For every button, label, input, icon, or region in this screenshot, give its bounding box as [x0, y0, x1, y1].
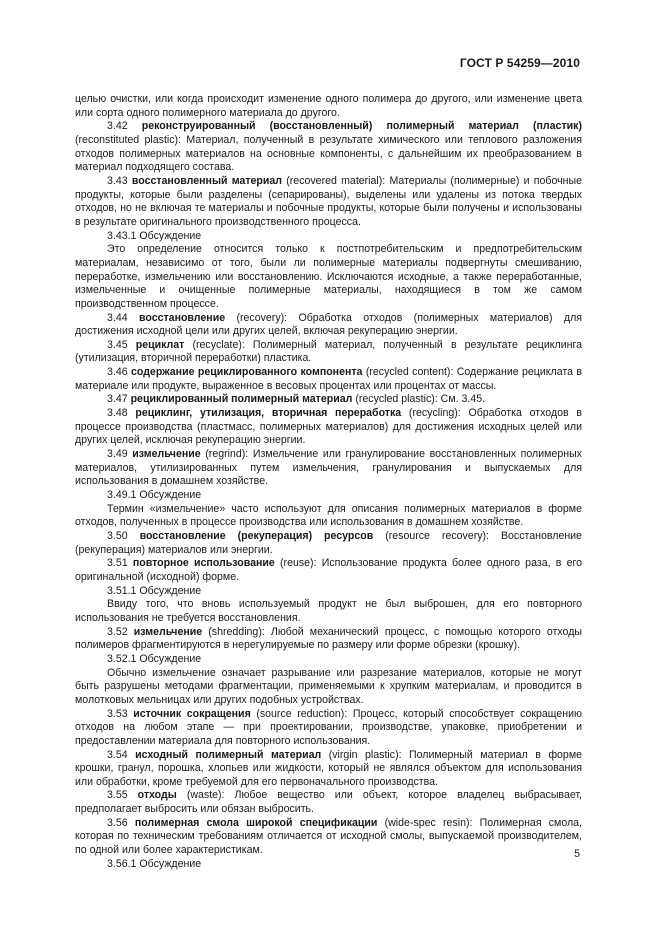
term: рециклированный полимерный материал	[130, 393, 353, 406]
paragraph-text: (virgin plastic): Полимерный материал в форме крошки, гранул, порошка, хлопьев или жидкости, который не являлся объектом для использования или обработки, кроме требуемой для его первоначального производства.	[75, 748, 583, 788]
clause-number: 3.44	[107, 311, 128, 324]
paragraph	[75, 93, 582, 120]
paragraph-text: (resource recovery): Восстановление (рекуперация) материалов или энергии.	[75, 530, 582, 556]
clause-number: 3.54	[107, 748, 128, 761]
clause-number: 3.49.1	[107, 489, 137, 502]
paragraph-text: Термин «измельчение» часто используют для описания полимерных материалов в форме отходов, полученных в процессе производства или использования в домашнем хозяйстве.	[75, 502, 582, 529]
paragraph	[75, 653, 582, 667]
paragraph	[75, 407, 582, 448]
term: восстановление	[139, 311, 226, 324]
term: содержание рециклированного компонента	[130, 366, 363, 379]
paragraph	[75, 393, 582, 407]
document-body	[75, 93, 582, 871]
paragraph-text: (recycled content): Содержание рециклата в материале или продукте, выраженное в весовых процентах или процентах от массы.	[75, 366, 582, 392]
paragraph-text: (wide-spec resin): Полимерная смола, которая по техническим требованиям отличается от исходной смолы, выпускаемой производителем, по одной или более характеристикам.	[75, 816, 582, 857]
paragraph	[75, 626, 582, 653]
paragraph	[75, 858, 582, 872]
paragraph-text: Ввиду того, что вновь используемый продукт не был выброшен, для его повторного использования не требуется восстановления.	[75, 598, 582, 624]
paragraph-text: (source reduction): Процесс, который способствует сокращению отходов на любом этапе — при проектировании, производстве, упаковке, приобретении и предоставлении материала для повторного использования.	[75, 707, 582, 747]
term: реконструированный (восстановленный) полимерный материал (пластик)	[141, 120, 582, 133]
clause-number: 3.47	[107, 393, 128, 406]
term: исходный полимерный материал	[135, 748, 322, 761]
clause-number: 3.50	[107, 530, 128, 542]
paragraph	[75, 120, 582, 175]
paragraph	[75, 489, 582, 503]
paragraph-text: Это определение относится только к постпотребительским и предпотребительским материалам, независимо от того, были ли полимерные материалы подвергнуты смешиванию, переработке, измельчению или восстановлению. Исключаются исходные, а также переработанные, измельченные и очищенные полимерные материалы, находящиеся в том же самом производственном процессе.	[75, 243, 582, 310]
clause-number: 3.46	[107, 366, 128, 379]
paragraph	[75, 708, 582, 749]
clause-number: 3.53	[107, 707, 128, 720]
clause-number: 3.49	[107, 448, 128, 461]
clause-number: 3.42	[107, 120, 128, 133]
paragraph	[75, 789, 582, 816]
paragraph-text: целью очистки, или когда происходит изменение одного полимера до другого, или изменение цвета или сорта одного полимерного материала до другого.	[75, 93, 582, 119]
paragraph-text: (waste): Любое вещество или объект, которое владелец выбрасывает, предполагает выбросить или обязан выбросить.	[75, 789, 582, 816]
paragraph-text: (recyclate): Полимерный материал, полученный в результате рециклинга (утилизация, вторичной переработки) пластика.	[75, 338, 582, 365]
paragraph-text: (recovered material): Материалы (полимерные) и побочные продукты, которые были разделены (сепарированы), выделены или удалены из потока твердых отходов, но не включая те материалы и побочные продукты, которые были получены и использованы в результате оригинального производственного процесса.	[75, 174, 582, 228]
standard-header: ГОСТ Р 54259—2010	[459, 56, 580, 70]
clause-number: 3.52	[107, 625, 128, 638]
term: повторное использование	[132, 557, 275, 570]
paragraph	[75, 366, 582, 393]
clause-number: 3.52.1	[107, 652, 137, 665]
paragraph-text: Обсуждение	[139, 652, 202, 665]
clause-number: 3.43.1	[107, 229, 137, 242]
paragraph-text: Обсуждение	[139, 584, 202, 597]
term: полимерная смола широкой спецификации	[134, 816, 378, 829]
paragraph	[75, 667, 582, 708]
clause-number: 3.45	[107, 338, 128, 351]
paragraph-text: (regrind): Измельчение или гранулирование восстановленных полимерных материалов, утилизированных путем измельчения, гранулирования и выпускаемых для использования в домашнем хозяйстве.	[75, 448, 582, 488]
paragraph-text: Обычно измельчение означает разрывание или разрезание материалов, которые не могут быть разрушены методами фрагментации, применяемыми к хрупким материалам, и проводится в молотковых мельницах или других подобных устройствах.	[75, 666, 582, 706]
paragraph	[75, 312, 582, 339]
clause-number: 3.43	[107, 174, 128, 187]
clause-number: 3.51	[107, 557, 128, 570]
paragraph	[75, 817, 582, 858]
paragraph	[75, 448, 582, 489]
paragraph	[75, 339, 582, 366]
paragraph	[75, 598, 582, 625]
paragraph-text: (reuse): Использование продукта более одного раза, в его оригинальной (исходной) форме.	[75, 557, 582, 583]
term: восстановленный материал	[131, 174, 283, 187]
term: рециклат	[135, 338, 185, 351]
term: измельчение	[132, 448, 201, 461]
paragraph-text: Обсуждение	[139, 489, 202, 502]
paragraph-text: (reconstituted plastic): Материал, полученный в результате химического или теплового разложения отходов полимерных материалов на основные компоненты, с дальнейшим их преобразованием в материал подходящего состава.	[75, 133, 582, 174]
paragraph-text: (shredding): Любой механический процесс, с помощью которого отходы полимеров фрагментируются в нерегулируемые по размеру или форме обрезки (крошку).	[75, 625, 582, 652]
paragraph-text: (recycling): Обработка отходов в процессе производства (пластмасс, полимерных материалов) для достижения исходных целей или других целей, исключая рекуперацию энергии.	[75, 407, 582, 447]
page-number: 5	[574, 848, 580, 860]
paragraph-text: Обсуждение	[139, 229, 202, 242]
paragraph	[75, 557, 582, 584]
clause-number: 3.56.1	[107, 857, 137, 870]
paragraph-text: (recovery): Обработка отходов (полимерных материалов) для достижения исходной цели или других целей, включая рекуперацию энергии.	[75, 311, 582, 338]
term: рециклинг, утилизация, вторичная переработка	[135, 407, 402, 420]
paragraph	[75, 230, 582, 244]
term: измельчение	[133, 625, 203, 638]
term: восстановление (рекуперация) ресурсов	[139, 530, 374, 542]
clause-number: 3.48	[107, 407, 128, 420]
term: источник сокращения	[133, 707, 251, 720]
clause-number: 3.56	[107, 816, 128, 829]
term: отходы	[137, 789, 177, 802]
paragraph	[75, 530, 582, 557]
clause-number: 3.55	[107, 789, 128, 802]
paragraph	[75, 585, 582, 599]
paragraph	[75, 175, 582, 230]
paragraph-text: (recycled plastic): См. 3.45.	[352, 393, 486, 406]
clause-number: 3.51.1	[107, 584, 137, 597]
paragraph-text: Обсуждение	[139, 857, 202, 870]
paragraph	[75, 243, 582, 311]
paragraph	[75, 503, 582, 530]
paragraph	[75, 749, 582, 790]
